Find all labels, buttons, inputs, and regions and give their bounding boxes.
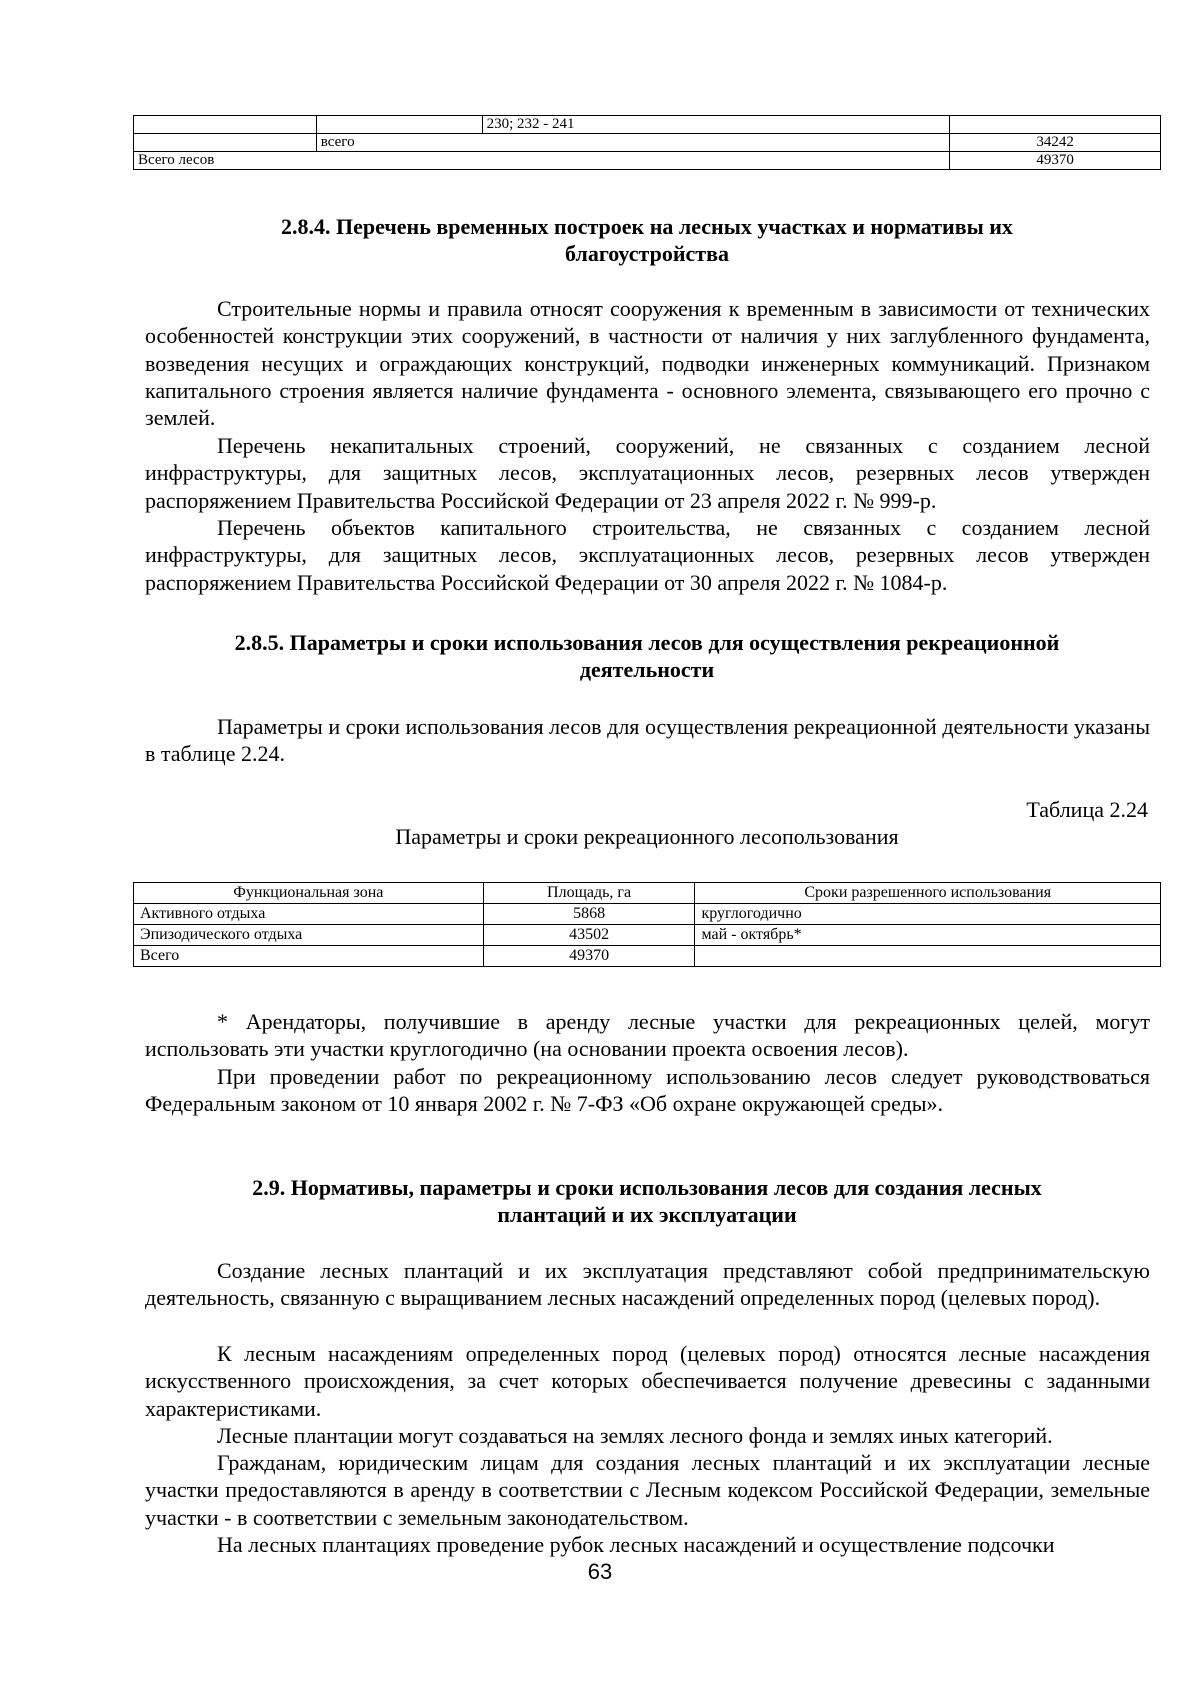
paragraph: Создание лесных плантаций и их эксплуатация представляют собой предпринимательскую деятельность, связанную с выращиванием лесных насаждений определенных пород (целевых пород).	[145, 1258, 1150, 1311]
section-heading-2-8-4: 2.8.4. Перечень временных построек на лесных участках и нормативы их благоустройства	[281, 214, 1013, 266]
table-row	[134, 152, 1161, 170]
column-header: Функциональная зона	[134, 883, 484, 904]
recreation-table	[133, 882, 1161, 967]
table-cell: 230; 232 - 241	[482, 116, 950, 134]
paragraph: Лесные плантации могут создаваться на землях лесного фонда и землях иных категорий.	[217, 1423, 1053, 1448]
table-row	[134, 946, 1161, 967]
table-label: Таблица 2.24	[1026, 797, 1148, 822]
table-row	[134, 904, 1161, 925]
table-cell: круглогодично	[695, 904, 1161, 925]
table-cell	[134, 134, 317, 152]
footnote-paragraph: * Арендаторы, получившие в аренду лесные участки для рекреационных целей, могут использовать эти участки круглогодично (на основании проекта освоения лесов).	[145, 1009, 1150, 1062]
column-header: Площадь, га	[483, 883, 695, 904]
table-cell	[695, 946, 1161, 967]
paragraph: При проведении работ по рекреационному использованию лесов следует руководствоваться Федеральным законом от 10 января 2002 г. № 7-ФЗ «Об охране окружающей среды».	[145, 1064, 1150, 1117]
table-cell: 5868	[483, 904, 695, 925]
continuation-table	[133, 115, 1161, 170]
table-header-row	[134, 883, 1161, 904]
table-cell	[316, 116, 482, 134]
table-cell: май - октябрь*	[695, 925, 1161, 946]
table-row	[134, 925, 1161, 946]
page-number: 63	[587, 1559, 613, 1584]
column-header: Сроки разрешенного использования	[695, 883, 1161, 904]
paragraph: Гражданам, юридическим лицам для создания лесных плантаций и их эксплуатации лесные участки предоставляются в аренду в соответствии с Лесным кодексом Российской Федерации, земельные участки - в соответствии с земельным законодательством.	[145, 1450, 1150, 1530]
table-cell: Активного отдыха	[134, 904, 484, 925]
paragraph: Перечень объектов капитального строительства, не связанных с созданием лесной инфраструктуры, для защитных лесов, эксплуатационных лесов, резервных лесов утвержден распоряжением Правительства Российской Федерации от 30 апреля 2022 г. № 1084-р.	[145, 515, 1150, 595]
table-cell	[134, 116, 317, 134]
table-row	[134, 116, 1161, 134]
paragraph: Строительные нормы и правила относят сооружения к временным в зависимости от технических особенностей конструкции этих сооружений, в частности от наличия у них заглубленного фундамента, возведения несущих и ограждающих конструкций, подводки инженерных коммуникаций. Признаком капитального строения является наличие фундамента - основного элемента, связывающего его прочно с землей.	[145, 296, 1150, 431]
table-row	[134, 134, 1161, 152]
table-cell: 49370	[950, 152, 1161, 170]
table-cell: Всего	[134, 946, 484, 967]
table-cell: всего	[316, 134, 949, 152]
paragraph: Параметры и сроки использования лесов для осуществления рекреационной деятельности указаны в таблице 2.24.	[145, 714, 1150, 767]
table-caption: Параметры и сроки рекреационного лесопользования	[395, 824, 899, 849]
table-cell	[950, 116, 1161, 134]
paragraph: К лесным насаждениям определенных пород (целевых пород) относятся лесные насаждения искусственного происхождения, за счет которых обеспечивается получение древесины с заданными характеристиками.	[145, 1341, 1150, 1421]
section-heading-2-8-5: 2.8.5. Параметры и сроки использования лесов для осуществления рекреационной деятельности	[234, 630, 1060, 682]
paragraph: На лесных плантациях проведение рубок лесных насаждений и осуществление подсочки	[217, 1532, 1055, 1557]
section-heading-2-9: 2.9. Нормативы, параметры и сроки использования лесов для создания лесных плантаций и их эксплуатации	[252, 1175, 1042, 1227]
table-cell: 34242	[950, 134, 1161, 152]
table-cell: 49370	[483, 946, 695, 967]
table-cell: 43502	[483, 925, 695, 946]
table-cell: Эпизодического отдыха	[134, 925, 484, 946]
table-cell: Всего лесов	[134, 152, 950, 170]
paragraph: Перечень некапитальных строений, сооружений, не связанных с созданием лесной инфраструктуры, для защитных лесов, эксплуатационных лесов, резервных лесов утвержден распоряжением Правительства Российской Федерации от 23 апреля 2022 г. № 999-р.	[145, 433, 1150, 513]
